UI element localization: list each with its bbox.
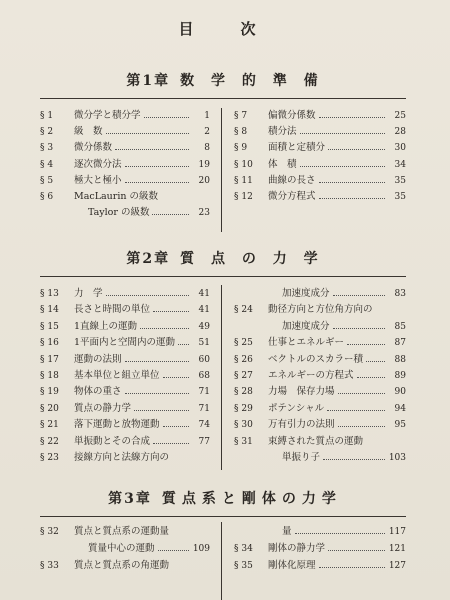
toc-entry[interactable] (40, 175, 210, 187)
leader-dots (300, 133, 385, 134)
leader-dots (163, 426, 189, 427)
page-number: 23 (198, 208, 210, 219)
toc-entry[interactable] (40, 304, 210, 316)
page-number: 109 (192, 544, 210, 554)
section-title: 質量中心の運動 (88, 543, 155, 554)
page-number: 68 (198, 371, 210, 381)
toc-entry[interactable] (40, 403, 210, 415)
section-number: § 7 (234, 111, 248, 121)
page-title: 目 次 (178, 20, 272, 38)
section-number: § 32 (40, 527, 59, 537)
leader-dots (125, 361, 189, 362)
section-number: § 5 (40, 175, 54, 186)
leader-dots (153, 311, 189, 312)
section-title: MacLaurin の級数 (74, 191, 159, 202)
section-title: 接線方向と法線方向の (74, 452, 170, 463)
section-number: § 1 (40, 111, 54, 121)
section-title: 運動の法則 (74, 353, 122, 365)
toc-entry[interactable] (40, 436, 210, 448)
toc-entry[interactable] (40, 159, 210, 171)
section-number: § 34 (234, 544, 253, 554)
page-number: 77 (198, 436, 210, 447)
section-title: 体 積 (268, 158, 297, 170)
leader-dots (366, 361, 385, 362)
section-title: 曲線の長さ (268, 174, 316, 186)
section-title: 1平面内と空間内の運動 (74, 337, 176, 349)
leader-dots (333, 328, 385, 329)
section-number: § 28 (234, 387, 253, 398)
page-number: 8 (204, 143, 210, 154)
toc-entry[interactable] (234, 543, 406, 555)
page-number: 28 (394, 127, 406, 138)
section-number: § 8 (234, 127, 248, 138)
section-number: § 30 (234, 420, 253, 431)
toc-entry[interactable] (40, 560, 210, 572)
section-title: 剛体化原理 (268, 560, 316, 571)
toc-entry[interactable] (282, 452, 406, 464)
section-number: § 13 (40, 289, 59, 299)
leader-dots (333, 295, 385, 296)
page-number: 41 (198, 305, 210, 316)
leader-dots (178, 344, 189, 345)
chapter-heading (0, 488, 450, 508)
chapter-number: 第1章 (126, 73, 171, 89)
leader-dots (357, 377, 385, 378)
page-number: 51 (198, 338, 210, 349)
section-title: 量 (282, 526, 292, 537)
leader-dots (125, 182, 189, 183)
page-number: 49 (198, 321, 210, 332)
section-number: § 33 (40, 561, 59, 571)
page-number: 41 (198, 289, 210, 299)
page-number: 89 (394, 371, 406, 381)
column-divider (221, 522, 222, 600)
leader-dots (106, 133, 189, 134)
toc-entry[interactable] (234, 370, 406, 382)
leader-dots (152, 214, 189, 215)
toc-entry[interactable] (40, 386, 210, 398)
section-title: 微分方程式 (268, 191, 316, 202)
toc-entry[interactable] (234, 191, 406, 203)
section-number: § 17 (40, 354, 59, 365)
page-number: 20 (198, 175, 210, 186)
chapter-rule (40, 276, 406, 277)
chapter-rule (40, 516, 406, 517)
toc-entry[interactable] (88, 543, 210, 555)
chapter-title: 質点系と剛体の力学 (161, 491, 342, 507)
leader-dots (323, 459, 385, 460)
leader-dots (144, 117, 189, 118)
page-number: 35 (394, 175, 406, 186)
page-number: 94 (394, 403, 406, 414)
section-title: ポテンシャル (268, 402, 325, 414)
section-title: 加速度成分 (282, 320, 330, 332)
section-title: 面積と定積分 (268, 142, 326, 154)
leader-dots (125, 393, 189, 394)
leader-dots (319, 117, 385, 118)
page-number: 71 (198, 403, 210, 414)
toc-entry[interactable] (234, 304, 406, 316)
section-title: エネルギーの方程式 (268, 370, 354, 381)
section-title: 単振り子 (282, 452, 321, 463)
column-divider (221, 108, 222, 232)
toc-entry[interactable] (88, 207, 210, 219)
toc-entry[interactable] (234, 403, 406, 415)
section-title: 加速度成分 (282, 288, 330, 299)
leader-dots (300, 166, 385, 167)
section-number: § 18 (40, 371, 59, 381)
section-number: § 31 (234, 436, 253, 447)
section-number: § 10 (234, 159, 253, 170)
leader-dots (125, 166, 189, 167)
leader-dots (319, 567, 385, 568)
section-title: 万有引力の法則 (268, 419, 335, 431)
chapter-title: 数 学 的 準 備 (180, 73, 324, 89)
toc-entry[interactable] (234, 337, 406, 349)
page-number: 83 (394, 289, 406, 299)
leader-dots (338, 393, 385, 394)
toc-entry[interactable] (282, 288, 406, 300)
page-number: 74 (198, 420, 210, 431)
section-title: 物体の重さ (74, 386, 122, 398)
page-number: 60 (198, 354, 210, 365)
chapter-number: 第2章 (126, 251, 171, 267)
toc-entry[interactable] (234, 436, 406, 448)
column-divider (221, 285, 222, 470)
page-number: 34 (394, 159, 406, 170)
toc-entry[interactable] (234, 159, 406, 171)
toc-entry[interactable] (234, 419, 406, 431)
section-title: 逐次微分法 (74, 158, 122, 170)
chapter-heading (0, 70, 450, 90)
toc-entry[interactable] (40, 142, 210, 154)
leader-dots (163, 377, 189, 378)
page-number: 25 (394, 111, 406, 121)
page-number: 35 (394, 192, 406, 202)
toc-entry[interactable] (40, 452, 210, 464)
toc-entry[interactable] (234, 142, 406, 154)
page-number: 88 (394, 354, 406, 365)
chapter-number: 第3章 (108, 491, 152, 507)
section-number: § 3 (40, 143, 54, 154)
section-number: § 26 (234, 354, 253, 365)
section-title: 級 数 (74, 126, 103, 138)
section-title: 微分係数 (74, 142, 113, 154)
page-number: 87 (394, 338, 406, 349)
leader-dots (328, 550, 385, 551)
section-title: 質点の静力学 (74, 402, 132, 414)
leader-dots (338, 426, 385, 427)
toc-entry[interactable] (234, 126, 406, 138)
section-number: § 12 (234, 192, 253, 202)
section-number: § 22 (40, 436, 59, 447)
page-number: 19 (198, 159, 210, 170)
page-number: 1 (204, 111, 210, 121)
section-number: § 23 (40, 453, 59, 463)
section-number: § 16 (40, 338, 59, 349)
toc-entry[interactable] (234, 110, 406, 122)
section-title: 落下運動と放物運動 (74, 419, 160, 431)
section-number: § 9 (234, 143, 248, 154)
section-title: 動径方向と方位角方向の (268, 304, 373, 316)
section-title: Taylor の級数 (88, 207, 150, 219)
page-number: 90 (394, 387, 406, 398)
section-number: § 25 (234, 338, 253, 349)
section-title: 剛体の静力学 (268, 543, 326, 554)
toc-entry[interactable] (40, 419, 210, 431)
leader-dots (153, 443, 189, 444)
section-number: § 14 (40, 305, 59, 316)
toc-entry[interactable] (40, 191, 210, 203)
section-title: 微分学と積分学 (74, 110, 141, 121)
page-number: 121 (388, 544, 406, 554)
section-title: 偏微分係数 (268, 110, 316, 121)
leader-dots (134, 410, 189, 411)
section-title: 積分法 (268, 126, 297, 138)
page-number: 117 (388, 527, 406, 537)
leader-dots (319, 182, 385, 183)
section-title: 極大と極小 (74, 174, 122, 186)
section-title: 仕事とエネルギー (268, 337, 345, 349)
section-title: 長さと時間の単位 (74, 304, 151, 316)
toc-entry[interactable] (234, 386, 406, 398)
section-number: § 29 (234, 403, 253, 414)
section-number: § 11 (234, 175, 253, 186)
section-title: 基本単位と組立単位 (74, 370, 160, 381)
leader-dots (115, 149, 189, 150)
leader-dots (295, 533, 385, 534)
section-number: § 2 (40, 127, 54, 138)
leader-dots (327, 410, 385, 411)
section-number: § 21 (40, 420, 59, 431)
section-title: 質点と質点系の角運動 (74, 560, 170, 571)
section-title: 1直線上の運動 (74, 320, 138, 332)
toc-entry[interactable] (40, 370, 210, 382)
section-number: § 20 (40, 403, 59, 414)
toc-entry[interactable] (282, 526, 406, 538)
section-title: ベクトルのスカラー積 (268, 353, 364, 365)
toc-entry[interactable] (234, 560, 406, 572)
toc-entry[interactable] (40, 110, 210, 122)
page-number: 103 (388, 453, 406, 463)
page-number: 85 (394, 321, 406, 332)
toc-entry[interactable] (40, 337, 210, 349)
section-number: § 15 (40, 321, 59, 332)
section-title: 単振動とその合成 (74, 435, 151, 447)
toc-entry[interactable] (234, 175, 406, 187)
leader-dots (347, 344, 385, 345)
section-number: § 24 (234, 305, 253, 316)
section-title: 力場 保存力場 (268, 386, 335, 398)
section-title: 力 学 (74, 288, 103, 299)
chapter-title: 質 点 の 力 学 (180, 251, 324, 267)
page-number: 127 (388, 561, 406, 571)
section-number: § 19 (40, 387, 59, 398)
leader-dots (319, 198, 385, 199)
leader-dots (158, 550, 189, 551)
section-number: § 4 (40, 159, 54, 170)
chapter-heading (0, 248, 450, 268)
page-number: 95 (394, 420, 406, 431)
toc-entry[interactable] (40, 354, 210, 366)
section-title: 質点と質点系の運動量 (74, 526, 170, 537)
section-number: § 27 (234, 371, 253, 381)
section-number: § 6 (40, 192, 54, 202)
chapter-rule (40, 98, 406, 99)
leader-dots (106, 295, 189, 296)
leader-dots (328, 149, 385, 150)
section-title: 束縛された質点の運動 (268, 435, 364, 447)
toc-entry[interactable] (40, 126, 210, 138)
page-number: 71 (198, 387, 210, 398)
toc-entry[interactable] (40, 321, 210, 333)
page-number: 30 (394, 143, 406, 154)
toc-entry[interactable] (40, 526, 210, 538)
page-number: 2 (204, 127, 210, 138)
leader-dots (140, 328, 189, 329)
toc-entry[interactable] (40, 288, 210, 300)
toc-entry[interactable] (234, 354, 406, 366)
toc-entry[interactable] (282, 321, 406, 333)
section-number: § 35 (234, 561, 253, 571)
